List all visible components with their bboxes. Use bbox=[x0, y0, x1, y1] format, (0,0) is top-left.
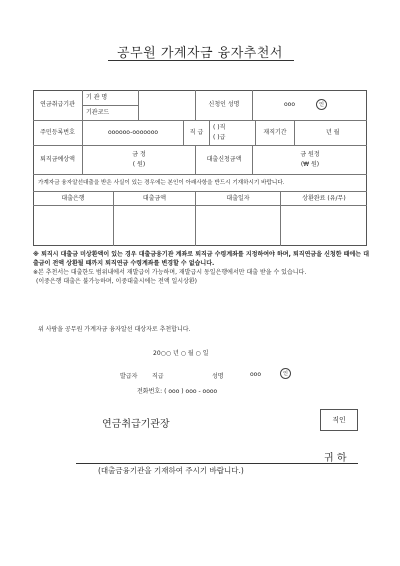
col-divider bbox=[252, 145, 253, 174]
col-divider bbox=[252, 90, 253, 120]
loan-request-line1[interactable]: 금 원정 bbox=[300, 151, 320, 158]
loan-request-label: 대출신청금액 bbox=[206, 156, 242, 163]
org-name-label: 기 관 명 bbox=[86, 94, 108, 101]
col-header-amount: 대출금액 bbox=[142, 195, 167, 202]
addressee-footnote: (대출금융기관을 기재하여 주시기 바랍니다.) bbox=[98, 466, 244, 475]
col-header-date: 대출일자 bbox=[226, 195, 250, 202]
recommend-statement: 위 사람을 공무원 가계자금 융자알선 대상자로 추천합니다. bbox=[38, 326, 191, 333]
addressee-line bbox=[76, 463, 358, 464]
issuer-name-value[interactable]: ooo bbox=[250, 371, 262, 378]
service-period-value[interactable]: 년 월 bbox=[326, 129, 340, 136]
issuer-seal-icon: 인 bbox=[280, 368, 291, 379]
issuer-label: 발급자 bbox=[120, 373, 138, 380]
row-divider bbox=[82, 105, 138, 106]
issuer-rank-label: 직급 bbox=[152, 373, 164, 380]
pension-head-title: 연금취급기관장 bbox=[102, 419, 170, 430]
note-reissue: ※본 추천서는 대출한도 범위내에서 재발급이 가능하며, 재발급시 동일은행에서만 대출 받을 수 있습니다. bbox=[33, 269, 307, 276]
title-underline bbox=[108, 60, 294, 61]
org-value-field[interactable] bbox=[139, 94, 195, 118]
prior-loan-notice: 가계자금 융자알선대출을 받은 사실이 있는 경우에는 본인이 아래사항을 반드시 기재하시기 바랍니다. bbox=[38, 180, 285, 186]
note-double-loan: (이중은행 대출은 불가능하며, 이중대출시에는 전액 일시상환) bbox=[36, 278, 198, 285]
applicant-name-label: 신청인 성명 bbox=[208, 101, 240, 108]
rank-value-line1[interactable]: ( )직 bbox=[213, 124, 226, 131]
rank-value-line2[interactable]: ( )급 bbox=[213, 134, 226, 141]
row-divider bbox=[33, 191, 367, 192]
loan-request-line2[interactable]: (₩ 원) bbox=[300, 161, 320, 168]
notes-section bbox=[33, 250, 369, 286]
retirement-estimate-line2[interactable]: ( 원) bbox=[132, 161, 146, 168]
applicant-seal-icon: 인 bbox=[316, 99, 327, 110]
col-divider bbox=[209, 120, 210, 145]
row-divider bbox=[33, 120, 367, 121]
note-retirement bbox=[33, 250, 369, 268]
row-divider bbox=[33, 174, 367, 175]
org-code-label: 기관코드 bbox=[86, 109, 110, 116]
issuer-name-label: 성명 bbox=[212, 373, 224, 380]
retirement-estimate-label: 퇴직금예상액 bbox=[40, 156, 75, 163]
official-stamp-label: 직인 bbox=[332, 416, 346, 424]
resident-no-value[interactable]: oooooo-ooooooo bbox=[107, 129, 159, 136]
addressee-label: 귀 하 bbox=[324, 453, 347, 464]
service-period-label: 재직기간 bbox=[263, 129, 287, 136]
col-divider bbox=[294, 120, 295, 145]
col-header-bank: 대출은행 bbox=[61, 195, 85, 202]
issue-date[interactable]: 20○○ 년 ○ 월 ○ 일 bbox=[153, 350, 209, 357]
note-retirement-text: 퇴직시 대출금 미상환액이 있는 경우 대출금융기관 계좌로 퇴직금 수령계좌를 지정하여야 하며, 퇴직연금을 신청한 때에는 대출금이 전액 상환될 때까지 퇴직연금 수령계좌를 변경할 수 없습니다. bbox=[33, 251, 370, 267]
resident-no-label: 주민등록번호 bbox=[40, 129, 75, 136]
issuer-phone[interactable]: 전화번호: ( ooo ) ooo - oooo bbox=[137, 388, 218, 395]
row-divider bbox=[33, 145, 367, 146]
page-title: 공무원 가계자금 융자추천서 bbox=[117, 46, 283, 61]
col-header-repaid: 상환완료 (유/무) bbox=[302, 195, 346, 202]
note-mark: ※ bbox=[33, 251, 39, 258]
rank-label: 직 급 bbox=[189, 129, 204, 136]
retirement-estimate-line1[interactable]: 금 정 bbox=[132, 151, 146, 158]
pension-org-label: 연금취급기관 bbox=[40, 101, 75, 108]
official-stamp-box bbox=[320, 409, 358, 431]
applicant-name-value[interactable]: ooo bbox=[284, 101, 296, 108]
row-divider bbox=[33, 205, 367, 206]
